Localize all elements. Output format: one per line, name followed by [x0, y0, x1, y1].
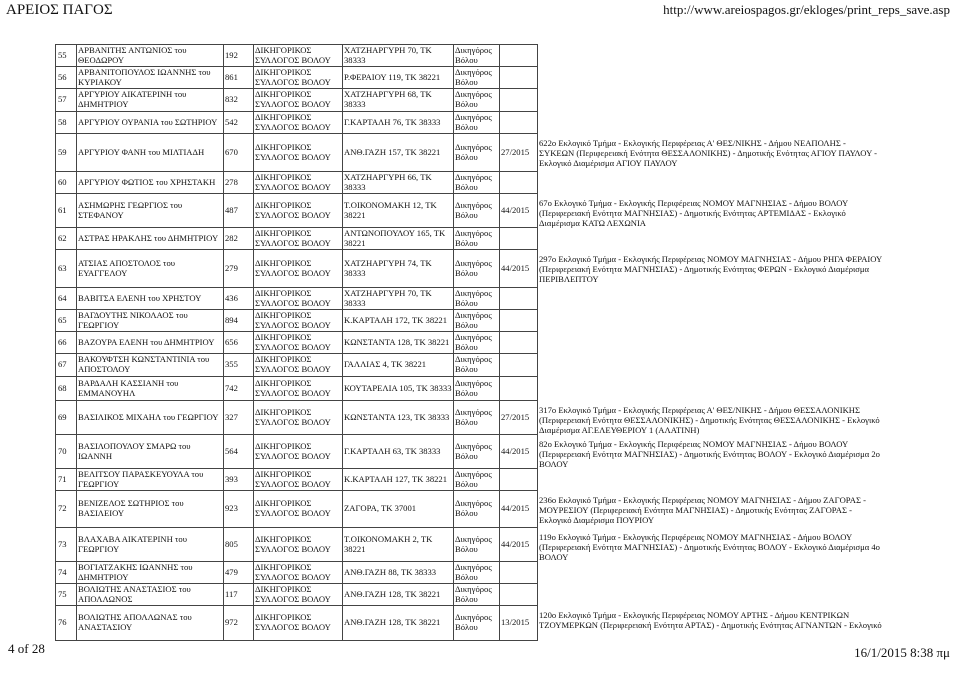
table-row — [56, 491, 884, 528]
table-row — [56, 288, 884, 310]
office-address: Κ.ΚΑΡΤΑΛΗ 127, ΤΚ 38221 — [343, 469, 454, 491]
office-address: Κ.ΚΑΡΤΑΛΗ 172, ΤΚ 38221 — [343, 310, 454, 332]
row-number: 61 — [56, 194, 77, 228]
polling-station-note — [538, 377, 884, 401]
bar-association: ΔΙΚΗΓΟΡΙΚΟΣ ΣΥΛΛΟΓΟΣ ΒΟΛΟΥ — [254, 228, 343, 250]
row-number: 59 — [56, 134, 77, 172]
polling-station-note: 236ο Εκλογικό Τμήμα - Εκλογικής Περιφέρειας ΝΟΜΟΥ ΜΑΓΝΗΣΙΑΣ - Δήμου ΖΑΓΟΡΑΣ - ΜΟΥΡΕΣΙΟΥ (Περιφερειακή Ενότητα ΜΑΓΝΗΣΙΑΣ) - Δημοτικής Ενότητας ΖΑΓΟΡΑΣ - Εκλογικό Διαμέρισμα ΠΟΥΡΙΟΥ — [539, 494, 867, 525]
lawyer-title: Δικηγόρος Βόλου — [454, 491, 500, 528]
registry-number: 656 — [224, 332, 254, 354]
lawyer-title: Δικηγόρος Βόλου — [454, 134, 500, 172]
lawyer-title: Δικηγόρος Βόλου — [454, 401, 500, 435]
decision-number: 44/2015 — [500, 250, 538, 288]
office-address: Τ.ΟΙΚΟΝΟΜΑΚΗ 12, ΤΚ 38221 — [343, 194, 454, 228]
registry-number: 861 — [224, 67, 254, 89]
registry-number: 436 — [224, 288, 254, 310]
table-row — [56, 435, 884, 469]
polling-station-note — [538, 67, 884, 89]
table-row — [56, 562, 884, 584]
table-row — [56, 332, 884, 354]
lawyer-name: ΒΕΝΙΖΕΛΟΣ ΣΩΤΗΡΙΟΣ του ΒΑΣΙΛΕΙΟΥ — [77, 491, 224, 528]
page-url: http://www.areiospagos.gr/ekloges/print_reps_save.asp — [663, 2, 950, 17]
office-address: ΑΝΘ.ΓΑΖΗ 128, ΤΚ 38221 — [343, 584, 454, 606]
bar-association: ΔΙΚΗΓΟΡΙΚΟΣ ΣΥΛΛΟΓΟΣ ΒΟΛΟΥ — [254, 332, 343, 354]
lawyer-name: ΑΡΓΥΡΙΟΥ ΦΩΤΙΟΣ του ΧΡΗΣΤΑΚΗ — [77, 172, 224, 194]
table-row — [56, 194, 884, 228]
decision-number — [500, 469, 538, 491]
office-address: Ρ.ΦΕΡΑΙΟΥ 119, ΤΚ 38221 — [343, 67, 454, 89]
lawyer-name: ΒΑΣΙΛΙΚΟΣ ΜΙΧΑΗΛ του ΓΕΩΡΓΙΟΥ — [77, 401, 224, 435]
table-row — [56, 67, 884, 89]
bar-association: ΔΙΚΗΓΟΡΙΚΟΣ ΣΥΛΛΟΓΟΣ ΒΟΛΟΥ — [254, 606, 343, 641]
office-address: ΑΝΤΩΝΟΠΟΥΛΟΥ 165, ΤΚ 38221 — [343, 228, 454, 250]
office-address: ΑΝΘ.ΓΑΖΗ 88, ΤΚ 38333 — [343, 562, 454, 584]
polling-station-note: 297ο Εκλογικό Τμήμα - Εκλογικής Περιφέρειας ΝΟΜΟΥ ΜΑΓΝΗΣΙΑΣ - Δήμου ΡΗΓΑ ΦΕΡΑΙΟΥ (Περιφερειακή Ενότητα ΜΑΓΝΗΣΙΑΣ) - Δημοτικής Ενότητας ΦΕΡΩΝ - Εκλογικό Διαμέρισμα ΠΕΡΙΒΛΕΠΤΟΥ — [539, 253, 882, 284]
polling-station-note — [538, 469, 884, 491]
table-row — [56, 377, 884, 401]
table-row — [56, 250, 884, 288]
registry-number: 564 — [224, 435, 254, 469]
lawyer-title: Δικηγόρος Βόλου — [454, 194, 500, 228]
decision-number: 44/2015 — [500, 194, 538, 228]
table-row — [56, 172, 884, 194]
site-title: ΑΡΕΙΟΣ ΠΑΓΟΣ — [6, 2, 113, 18]
lawyer-title: Δικηγόρος Βόλου — [454, 288, 500, 310]
lawyer-name: ΑΡΒΑΝΙΤΟΠΟΥΛΟΣ ΙΩΑΝΝΗΣ του ΚΥΡΙΑΚΟΥ — [77, 67, 224, 89]
row-number: 58 — [56, 112, 77, 134]
polling-station-note — [538, 332, 884, 354]
table-row — [56, 134, 884, 172]
registry-number: 479 — [224, 562, 254, 584]
lawyer-title: Δικηγόρος Βόλου — [454, 435, 500, 469]
office-address: ΧΑΤΖΗΑΡΓΥΡΗ 66, ΤΚ 38333 — [343, 172, 454, 194]
office-address: ΧΑΤΖΗΑΡΓΥΡΗ 68, ΤΚ 38333 — [343, 89, 454, 112]
lawyer-title: Δικηγόρος Βόλου — [454, 67, 500, 89]
bar-association: ΔΙΚΗΓΟΡΙΚΟΣ ΣΥΛΛΟΓΟΣ ΒΟΛΟΥ — [254, 194, 343, 228]
polling-station-note: 120ο Εκλογικό Τμήμα - Εκλογικής Περιφέρειας ΝΟΜΟΥ ΑΡΤΗΣ - Δήμου ΚΕΝΤΡΙΚΩΝ ΤΖΟΥΜΕΡΚΩΝ (Περιφερειακή Ενότητα ΑΡΤΑΣ) - Δημοτικής Ενότητας ΑΓΝΑΝΤΩΝ - Εκλογικό — [539, 609, 882, 630]
bar-association: ΔΙΚΗΓΟΡΙΚΟΣ ΣΥΛΛΟΓΟΣ ΒΟΛΟΥ — [254, 134, 343, 172]
decision-number — [500, 172, 538, 194]
row-number: 56 — [56, 67, 77, 89]
office-address: Τ.ΟΙΚΟΝΟΜΑΚΗ 2, ΤΚ 38221 — [343, 528, 454, 562]
registry-number: 279 — [224, 250, 254, 288]
bar-association: ΔΙΚΗΓΟΡΙΚΟΣ ΣΥΛΛΟΓΟΣ ΒΟΛΟΥ — [254, 435, 343, 469]
table-row — [56, 89, 884, 112]
bar-association: ΔΙΚΗΓΟΡΙΚΟΣ ΣΥΛΛΟΓΟΣ ΒΟΛΟΥ — [254, 584, 343, 606]
lawyer-name: ΑΤΣΙΑΣ ΑΠΟΣΤΟΛΟΣ του ΕΥΑΓΓΕΛΟΥ — [77, 250, 224, 288]
row-number: 76 — [56, 606, 77, 641]
lawyer-title: Δικηγόρος Βόλου — [454, 528, 500, 562]
bar-association: ΔΙΚΗΓΟΡΙΚΟΣ ΣΥΛΛΟΓΟΣ ΒΟΛΟΥ — [254, 469, 343, 491]
registry-number: 355 — [224, 354, 254, 377]
table-row — [56, 584, 884, 606]
registry-number: 192 — [224, 45, 254, 67]
bar-association: ΔΙΚΗΓΟΡΙΚΟΣ ΣΥΛΛΟΓΟΣ ΒΟΛΟΥ — [254, 491, 343, 528]
row-number: 63 — [56, 250, 77, 288]
lawyer-title: Δικηγόρος Βόλου — [454, 562, 500, 584]
decision-number: 44/2015 — [500, 528, 538, 562]
table-row — [56, 112, 884, 134]
polling-station-note — [538, 288, 884, 310]
decision-number — [500, 228, 538, 250]
row-number: 70 — [56, 435, 77, 469]
table-row — [56, 45, 884, 67]
office-address: ΧΑΤΖΗΑΡΓΥΡΗ 70, ΤΚ 38333 — [343, 45, 454, 67]
lawyer-name: ΒΑΣΙΛΟΠΟΥΛΟΥ ΣΜΑΡΩ του ΙΩΑΝΝΗ — [77, 435, 224, 469]
registry-number: 923 — [224, 491, 254, 528]
office-address: ΧΑΤΖΗΑΡΓΥΡΗ 74, ΤΚ 38333 — [343, 250, 454, 288]
table-row — [56, 528, 884, 562]
row-number: 74 — [56, 562, 77, 584]
decision-number — [500, 89, 538, 112]
bar-association: ΔΙΚΗΓΟΡΙΚΟΣ ΣΥΛΛΟΓΟΣ ΒΟΛΟΥ — [254, 67, 343, 89]
row-number: 55 — [56, 45, 77, 67]
lawyer-title: Δικηγόρος Βόλου — [454, 469, 500, 491]
table-row — [56, 310, 884, 332]
office-address: ΧΑΤΖΗΑΡΓΥΡΗ 70, ΤΚ 38333 — [343, 288, 454, 310]
row-number: 65 — [56, 310, 77, 332]
decision-number — [500, 310, 538, 332]
row-number: 66 — [56, 332, 77, 354]
registry-number: 742 — [224, 377, 254, 401]
office-address: Γ.ΚΑΡΤΑΛΗ 63, ΤΚ 38333 — [343, 435, 454, 469]
lawyer-title: Δικηγόρος Βόλου — [454, 377, 500, 401]
decision-number — [500, 288, 538, 310]
lawyer-name: ΑΣΗΜΩΡΗΣ ΓΕΩΡΓΙΟΣ του ΣΤΕΦΑΝΟΥ — [77, 194, 224, 228]
decision-number — [500, 45, 538, 67]
office-address: Γ.ΚΑΡΤΑΛΗ 76, ΤΚ 38333 — [343, 112, 454, 134]
office-address: ΚΩΝΣΤΑΝΤΑ 123, ΤΚ 38333 — [343, 401, 454, 435]
lawyer-title: Δικηγόρος Βόλου — [454, 584, 500, 606]
registry-number: 805 — [224, 528, 254, 562]
decision-number — [500, 67, 538, 89]
registry-number: 670 — [224, 134, 254, 172]
row-number: 57 — [56, 89, 77, 112]
decision-number — [500, 354, 538, 377]
row-number: 64 — [56, 288, 77, 310]
office-address: ΑΝΘ.ΓΑΖΗ 157, ΤΚ 38221 — [343, 134, 454, 172]
registry-number: 487 — [224, 194, 254, 228]
registry-number: 972 — [224, 606, 254, 641]
registry-number: 542 — [224, 112, 254, 134]
lawyer-name: ΒΛΑΧΑΒΑ ΑΙΚΑΤΕΡΙΝΗ του ΓΕΩΡΓΙΟΥ — [77, 528, 224, 562]
polling-station-note — [538, 584, 884, 606]
decision-number: 44/2015 — [500, 491, 538, 528]
bar-association: ΔΙΚΗΓΟΡΙΚΟΣ ΣΥΛΛΟΓΟΣ ΒΟΛΟΥ — [254, 112, 343, 134]
row-number: 71 — [56, 469, 77, 491]
registry-number: 282 — [224, 228, 254, 250]
decision-number — [500, 112, 538, 134]
lawyer-name: ΑΡΓΥΡΙΟΥ ΟΥΡΑΝΙΑ του ΣΩΤΗΡΙΟΥ — [77, 112, 224, 134]
registry-number: 117 — [224, 584, 254, 606]
office-address: ΓΑΛΛΙΑΣ 4, ΤΚ 38221 — [343, 354, 454, 377]
registry-number: 832 — [224, 89, 254, 112]
registry-number: 393 — [224, 469, 254, 491]
lawyer-title: Δικηγόρος Βόλου — [454, 250, 500, 288]
polling-station-note — [538, 89, 884, 112]
lawyer-name: ΒΑΒΙΤΣΑ ΕΛΕΝΗ του ΧΡΗΣΤΟΥ — [77, 288, 224, 310]
polling-station-note: 82ο Εκλογικό Τμήμα - Εκλογικής Περιφέρειας ΝΟΜΟΥ ΜΑΓΝΗΣΙΑΣ - Δήμου ΒΟΛΟΥ (Περιφερειακή Ενότητα ΜΑΓΝΗΣΙΑΣ) - Δημοτικής Ενότητας ΒΟΛΟΥ - Εκλογικό Διαμέρισμα 2ο ΒΟΛΟΥ — [539, 438, 880, 469]
lawyer-name: ΑΡΒΑΝΙΤΗΣ ΑΝΤΩΝΙΟΣ του ΘΕΟΔΩΡΟΥ — [77, 45, 224, 67]
decision-number: 13/2015 — [500, 606, 538, 641]
row-number: 69 — [56, 401, 77, 435]
polling-station-note — [538, 45, 884, 67]
bar-association: ΔΙΚΗΓΟΡΙΚΟΣ ΣΥΛΛΟΓΟΣ ΒΟΛΟΥ — [254, 377, 343, 401]
polling-station-note — [538, 172, 884, 194]
lawyer-title: Δικηγόρος Βόλου — [454, 112, 500, 134]
decision-number: 27/2015 — [500, 134, 538, 172]
table-row — [56, 401, 884, 435]
lawyer-title: Δικηγόρος Βόλου — [454, 228, 500, 250]
polling-station-note: 317ο Εκλογικό Τμήμα - Εκλογικής Περιφέρειας Α' ΘΕΣ/ΝΙΚΗΣ - Δήμου ΘΕΣΣΑΛΟΝΙΚΗΣ (Περιφερειακή Ενότητα ΘΕΣΣΑΛΟΝΙΚΗΣ) - Δημοτικής Ενότητας ΘΕΣΣΑΛΟΝΙΚΗΣ - Εκλογικό Διαμέρισμα ΑΓ.ΕΛΕΥΘΕΡΙΟΥ 1 (ΑΛΑΤΙΝΗ) — [539, 404, 880, 435]
registry-table — [55, 44, 884, 641]
row-number: 75 — [56, 584, 77, 606]
registry-number: 894 — [224, 310, 254, 332]
bar-association: ΔΙΚΗΓΟΡΙΚΟΣ ΣΥΛΛΟΓΟΣ ΒΟΛΟΥ — [254, 310, 343, 332]
polling-station-note — [538, 354, 884, 377]
decision-number — [500, 332, 538, 354]
decision-number — [500, 562, 538, 584]
lawyer-name: ΒΑΓΔΟΥΤΗΣ ΝΙΚΟΛΑΟΣ του ΓΕΩΡΓΙΟΥ — [77, 310, 224, 332]
table-row — [56, 228, 884, 250]
lawyer-name: ΒΑΖΟΥΡΑ ΕΛΕΝΗ του ΔΗΜΗΤΡΙΟΥ — [77, 332, 224, 354]
decision-number: 27/2015 — [500, 401, 538, 435]
lawyer-name: ΒΟΓΙΑΤΖΑΚΗΣ ΙΩΑΝΝΗΣ του ΔΗΜΗΤΡΙΟΥ — [77, 562, 224, 584]
bar-association: ΔΙΚΗΓΟΡΙΚΟΣ ΣΥΛΛΟΓΟΣ ΒΟΛΟΥ — [254, 172, 343, 194]
bar-association: ΔΙΚΗΓΟΡΙΚΟΣ ΣΥΛΛΟΓΟΣ ΒΟΛΟΥ — [254, 89, 343, 112]
lawyer-title: Δικηγόρος Βόλου — [454, 89, 500, 112]
lawyer-name: ΑΡΓΥΡΙΟΥ ΦΑΝΗ του ΜΙΛΤΙΑΔΗ — [77, 134, 224, 172]
office-address: ΑΝΘ.ΓΑΖΗ 128, ΤΚ 38221 — [343, 606, 454, 641]
table-row — [56, 469, 884, 491]
decision-number — [500, 377, 538, 401]
print-datetime: 16/1/2015 8:38 πμ — [854, 645, 950, 660]
bar-association: ΔΙΚΗΓΟΡΙΚΟΣ ΣΥΛΛΟΓΟΣ ΒΟΛΟΥ — [254, 250, 343, 288]
lawyer-title: Δικηγόρος Βόλου — [454, 606, 500, 641]
bar-association: ΔΙΚΗΓΟΡΙΚΟΣ ΣΥΛΛΟΓΟΣ ΒΟΛΟΥ — [254, 401, 343, 435]
office-address: ΚΟΥΤΑΡΕΛΙΑ 105, ΤΚ 38333 — [343, 377, 454, 401]
table-row — [56, 354, 884, 377]
row-number: 62 — [56, 228, 77, 250]
office-address: ΖΑΓΟΡΑ, ΤΚ 37001 — [343, 491, 454, 528]
decision-number: 44/2015 — [500, 435, 538, 469]
row-number: 72 — [56, 491, 77, 528]
lawyer-name: ΑΡΓΥΡΙΟΥ ΑΙΚΑΤΕΡΙΝΗ του ΔΗΜΗΤΡΙΟΥ — [77, 89, 224, 112]
lawyer-title: Δικηγόρος Βόλου — [454, 172, 500, 194]
lawyer-name: ΒΟΛΙΩΤΗΣ ΑΝΑΣΤΑΣΙΟΣ του ΑΠΟΛΛΩΝΟΣ — [77, 584, 224, 606]
lawyer-name: ΒΑΚΟΥΦΤΣΗ ΚΩΝΣΤΑΝΤΙΝΙΑ του ΑΠΟΣΤΟΛΟΥ — [77, 354, 224, 377]
polling-station-note: 67ο Εκλογικό Τμήμα - Εκλογικής Περιφέρειας ΝΟΜΟΥ ΜΑΓΝΗΣΙΑΣ - Δήμου ΒΟΛΟΥ (Περιφερειακή Ενότητα ΜΑΓΝΗΣΙΑΣ) - Δημοτικής Ενότητας ΑΡΤΕΜΙΔΑΣ - Εκλογικό Διαμέρισμα ΚΑΤΩ ΛΕΧΩΝΙΑ — [539, 197, 848, 228]
polling-station-note — [538, 112, 884, 134]
table-row — [56, 606, 884, 641]
registry-number: 327 — [224, 401, 254, 435]
lawyer-name: ΒΟΛΙΩΤΗΣ ΑΠΟΛΛΩΝΑΣ του ΑΝΑΣΤΑΣΙΟΥ — [77, 606, 224, 641]
office-address: ΚΩΝΣΤΑΝΤΑ 128, ΤΚ 38221 — [343, 332, 454, 354]
decision-number — [500, 584, 538, 606]
bar-association: ΔΙΚΗΓΟΡΙΚΟΣ ΣΥΛΛΟΓΟΣ ΒΟΛΟΥ — [254, 45, 343, 67]
row-number: 73 — [56, 528, 77, 562]
lawyer-name: ΒΕΛΙΤΣΟΥ ΠΑΡΑΣΚΕΥΟΥΛΑ του ΓΕΩΡΓΙΟΥ — [77, 469, 224, 491]
bar-association: ΔΙΚΗΓΟΡΙΚΟΣ ΣΥΛΛΟΓΟΣ ΒΟΛΟΥ — [254, 354, 343, 377]
page-number: 4 of 28 — [8, 641, 45, 656]
polling-station-note: 622ο Εκλογικό Τμήμα - Εκλογικής Περιφέρειας Α' ΘΕΣ/ΝΙΚΗΣ - Δήμου ΝΕΑΠΟΛΗΣ - ΣΥΚΕΩΝ (Περιφερειακή Ενότητα ΘΕΣΣΑΛΟΝΙΚΗΣ) - Δημοτικής Ενότητας ΑΓΙΟΥ ΠΑΥΛΟΥ - Εκλογικό Διαμέρισμα ΑΓΙΟΥ ΠΑΥΛΟΥ — [539, 137, 877, 168]
polling-station-note: 119ο Εκλογικό Τμήμα - Εκλογικής Περιφέρειας ΝΟΜΟΥ ΜΑΓΝΗΣΙΑΣ - Δήμου ΒΟΛΟΥ (Περιφερειακή Ενότητα ΜΑΓΝΗΣΙΑΣ) - Δημοτικής Ενότητας ΒΟΛΟΥ - Εκλογικό Διαμέρισμα 4ο ΒΟΛΟΥ — [539, 531, 880, 562]
lawyer-title: Δικηγόρος Βόλου — [454, 332, 500, 354]
polling-station-note — [538, 310, 884, 332]
lawyer-name: ΑΣΤΡΑΣ ΗΡΑΚΛΗΣ του ΔΗΜΗΤΡΙΟΥ — [77, 228, 224, 250]
lawyer-title: Δικηγόρος Βόλου — [454, 354, 500, 377]
polling-station-note — [538, 228, 884, 250]
row-number: 67 — [56, 354, 77, 377]
bar-association: ΔΙΚΗΓΟΡΙΚΟΣ ΣΥΛΛΟΓΟΣ ΒΟΛΟΥ — [254, 562, 343, 584]
registry-number: 278 — [224, 172, 254, 194]
bar-association: ΔΙΚΗΓΟΡΙΚΟΣ ΣΥΛΛΟΓΟΣ ΒΟΛΟΥ — [254, 528, 343, 562]
bar-association: ΔΙΚΗΓΟΡΙΚΟΣ ΣΥΛΛΟΓΟΣ ΒΟΛΟΥ — [254, 288, 343, 310]
lawyer-title: Δικηγόρος Βόλου — [454, 45, 500, 67]
row-number: 60 — [56, 172, 77, 194]
polling-station-note — [538, 562, 884, 584]
row-number: 68 — [56, 377, 77, 401]
lawyer-title: Δικηγόρος Βόλου — [454, 310, 500, 332]
lawyer-name: ΒΑΡΔΑΛΗ ΚΑΣΣΙΑΝΗ του ΕΜΜΑΝΟΥΗΛ — [77, 377, 224, 401]
